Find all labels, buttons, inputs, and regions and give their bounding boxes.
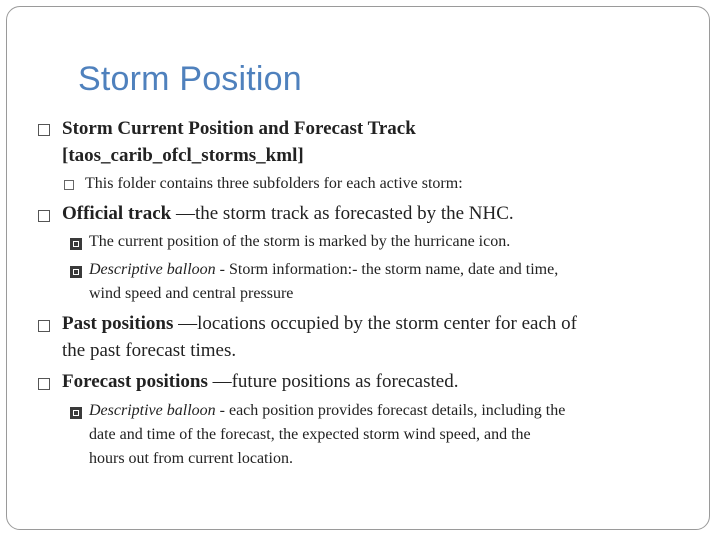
forecast-balloon-term: Descriptive balloon <box>89 402 216 419</box>
official-track-term: Official track <box>62 203 172 224</box>
official-track-text: —the storm track as forecasted by the NHC. <box>171 203 514 224</box>
bullet-forecast-positions <box>62 371 458 393</box>
bullet-storm-current-position-line1: Storm Current Position and Forecast Track <box>62 118 416 139</box>
open-square-bullet-icon <box>64 180 74 190</box>
sub-bullet-forecast-balloon-line3: hours out from current location. <box>89 450 293 467</box>
bullet-past-positions <box>62 313 577 335</box>
open-square-bullet-icon <box>38 378 50 390</box>
filled-square-bullet-icon <box>70 407 82 419</box>
sub-bullet-descriptive-balloon-line2: wind speed and central pressure <box>89 285 294 302</box>
slide-title: Storm Position <box>78 60 302 98</box>
sub-bullet-hurricane-icon: The current position of the storm is marked by the hurricane icon. <box>89 233 511 250</box>
sub-bullet-folder-description: This folder contains three subfolders for each active storm: <box>85 175 463 192</box>
past-positions-text: —locations occupied by the storm center for each of <box>173 313 577 334</box>
bullet-past-positions-line2: the past forecast times. <box>62 340 237 361</box>
sub-bullet-descriptive-balloon-storm <box>89 261 558 279</box>
descriptive-balloon-text: - Storm information:- the storm name, date and time, <box>215 261 559 278</box>
bullet-official-track <box>62 203 514 225</box>
forecast-balloon-text: - each position provides forecast details, including the <box>215 402 566 419</box>
descriptive-balloon-term: Descriptive balloon <box>89 261 216 278</box>
sub-bullet-forecast-balloon <box>89 402 565 420</box>
sub-bullet-forecast-balloon-line2: date and time of the forecast, the expected storm wind speed, and the <box>89 426 531 443</box>
forecast-positions-text: —future positions as forecasted. <box>207 371 459 392</box>
forecast-positions-term: Forecast positions <box>62 371 208 392</box>
bullet-storm-current-position-line2: [taos_carib_ofcl_storms_kml] <box>62 145 304 166</box>
open-square-bullet-icon <box>38 124 50 136</box>
open-square-bullet-icon <box>38 320 50 332</box>
open-square-bullet-icon <box>38 210 50 222</box>
past-positions-term: Past positions <box>62 313 174 334</box>
filled-square-bullet-icon <box>70 266 82 278</box>
filled-square-bullet-icon <box>70 238 82 250</box>
